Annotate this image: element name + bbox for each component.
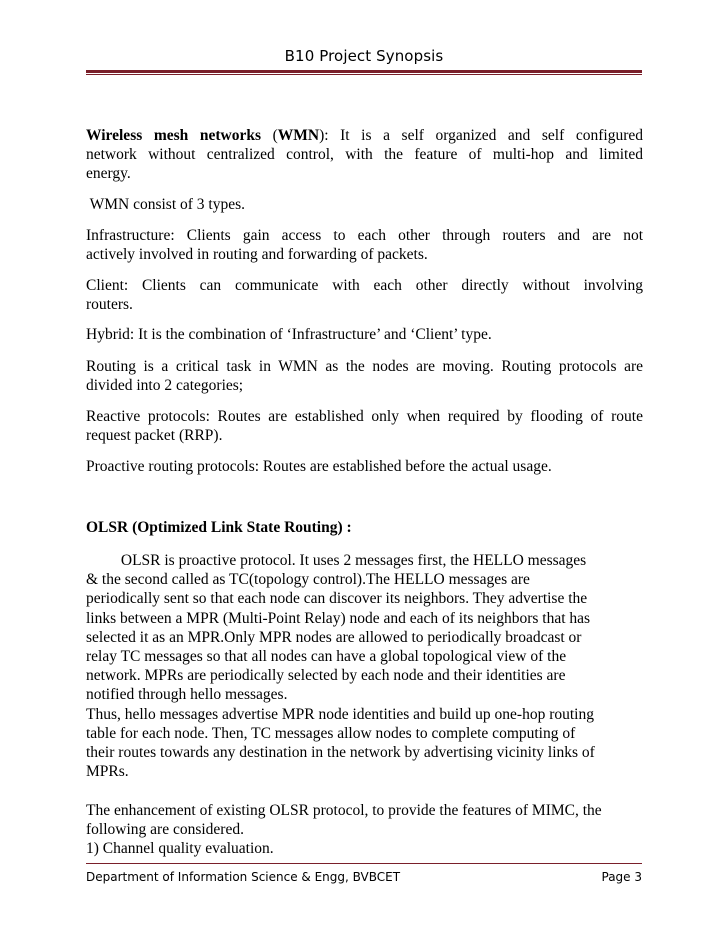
- olsr-line: network. MPRs are periodically selected by each node and their identities are: [86, 667, 566, 685]
- wmn-abbr: WMN: [277, 127, 320, 144]
- olsr-line: & the second called as TC(topology control).The HELLO messages are: [86, 571, 530, 589]
- olsr-line: their routes towards any destination in the network by advertising vicinity links of: [86, 744, 595, 762]
- olsr-line: selected it as an MPR.Only MPR nodes are allowed to periodically broadcast or: [86, 628, 582, 646]
- olsr-line: table for each node. Then, TC messages allow nodes to complete computing of: [86, 724, 576, 742]
- olsr-enhancement-line: 1) Channel quality evaluation.: [86, 840, 274, 857]
- olsr-line: relay TC messages so that all nodes can have a global topological view of the: [86, 648, 567, 666]
- routing-paragraph: [86, 357, 643, 395]
- olsr-paragraph: [86, 551, 643, 781]
- footer-page-number: Page 3: [601, 870, 642, 884]
- reactive-line-2: request packet (RRP).: [86, 427, 223, 444]
- client-paragraph: [86, 276, 643, 314]
- reactive-paragraph: [86, 407, 643, 445]
- header-rule-thick: [86, 70, 642, 73]
- olsr-line: links between a MPR (Multi-Point Relay) node and each of its neighbors that has: [86, 609, 591, 627]
- olsr-enhancement-line: following are considered.: [86, 821, 244, 838]
- routing-line-1: Routing is a critical task in WMN as the nodes are moving. Routing protocols are: [86, 358, 643, 375]
- wmn-line-1: Wireless mesh networks (WMN): It is a self organized and self configured: [86, 127, 643, 144]
- hybrid-paragraph: Hybrid: It is the combination of ‘Infrastructure’ and ‘Client’ type.: [86, 326, 492, 343]
- wmn-paragraph: [86, 126, 643, 183]
- header-rule-thin: [86, 74, 642, 75]
- wmn-line1-rest: ): It is a self organized and self configured: [319, 127, 643, 144]
- proactive-paragraph: Proactive routing protocols: Routes are established before the actual usage.: [86, 458, 552, 475]
- olsr-line: notified through hello messages.: [86, 686, 288, 704]
- olsr-heading: OLSR (Optimized Link State Routing) :: [86, 519, 352, 536]
- wmn-types: WMN consist of 3 types.: [86, 196, 246, 213]
- client-line-2: routers.: [86, 296, 133, 313]
- footer-rule: [86, 863, 642, 864]
- olsr-enhancement-line: The enhancement of existing OLSR protocol, to provide the features of MIMC, the: [86, 802, 602, 819]
- client-line-1: Client: Clients can communicate with each other directly without involving: [86, 277, 643, 294]
- infra-line-1: Infrastructure: Clients gain access to each other through routers and are not: [86, 227, 643, 244]
- olsr-line: MPRs.: [86, 763, 129, 781]
- footer-department: Department of Information Science & Engg, BVBCET: [86, 870, 401, 884]
- wmn-line-2: network without centralized control, with the feature of multi-hop and limited: [86, 146, 643, 163]
- olsr-enhancement-paragraph: [86, 801, 643, 858]
- olsr-line: OLSR is proactive protocol. It uses 2 messages first, the HELLO messages: [86, 552, 587, 569]
- wmn-line-3: energy.: [86, 165, 131, 182]
- routing-line-2: divided into 2 categories;: [86, 377, 244, 394]
- olsr-line: Thus, hello messages advertise MPR node identities and build up one-hop routing: [86, 705, 594, 723]
- reactive-line-1: Reactive protocols: Routes are established only when required by flooding of route: [86, 408, 643, 425]
- infrastructure-paragraph: [86, 226, 643, 264]
- olsr-line: periodically sent so that each node can discover its neighbors. They advertise the: [86, 590, 588, 608]
- infra-line-2: actively involved in routing and forwarding of packets.: [86, 246, 428, 263]
- page-header-title: B10 Project Synopsis: [284, 47, 444, 65]
- wmn-term: Wireless mesh networks: [86, 127, 261, 144]
